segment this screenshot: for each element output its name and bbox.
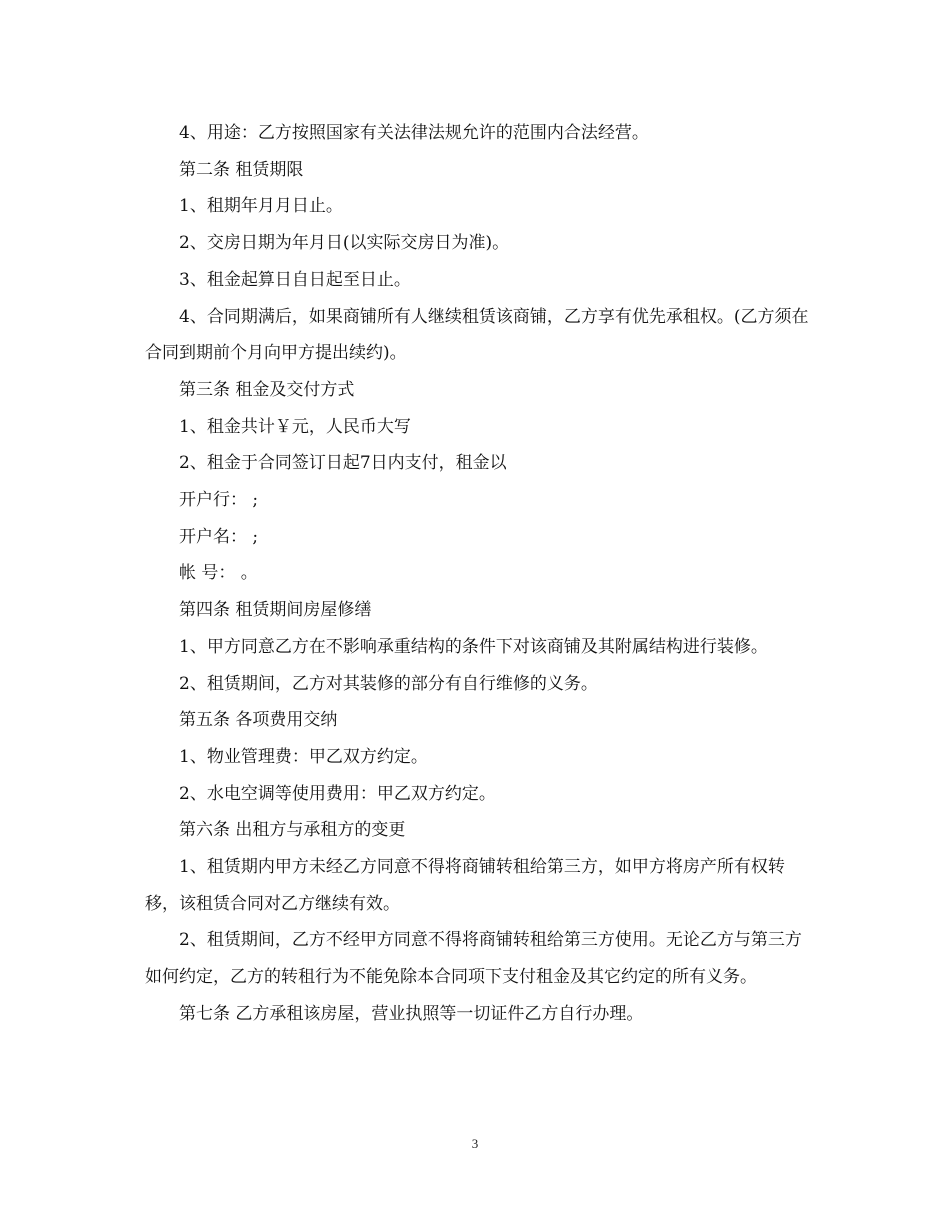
page-number: 3	[471, 1136, 479, 1151]
paragraph-rent-total: 1、租金共计￥元，人民币大写	[179, 416, 411, 437]
paragraph-bank-name: 开户行： ;	[179, 490, 259, 511]
paragraph-account-number: 帐 号： 。	[179, 563, 258, 584]
paragraph-renewal: 4、合同期满后，如果商铺所有人继续租赁该商铺，乙方享有优先承租权。(乙方须在合同到期前个月向甲方提出续约)。	[145, 306, 809, 364]
paragraph-maintenance: 2、租赁期间，乙方对其装修的部分有自行维修的义务。	[179, 673, 598, 694]
paragraph-lease-term: 1、租期年月月日止。	[179, 196, 343, 217]
article-2-heading: 第二条 租赁期限	[179, 159, 304, 180]
paragraph-utilities-fee: 2、水电空调等使用费用：甲乙双方约定。	[179, 783, 496, 804]
article-6-heading: 第六条 出租方与承租方的变更	[179, 820, 406, 841]
article-4-heading: 第四条 租赁期间房屋修缮	[179, 600, 372, 621]
paragraph-lessor-change: 1、租赁期内甲方未经乙方同意不得将商铺转租给第三方，如甲方将房产所有权转移，该租赁合同对乙方继续有效。	[145, 857, 785, 914]
paragraph-account-name: 开户名： ;	[179, 526, 259, 547]
paragraph-property-fee: 1、物业管理费：甲乙双方约定。	[179, 746, 428, 767]
paragraph-handover-date: 2、交房日期为年月日(以实际交房日为准)。	[179, 233, 510, 254]
paragraph-renovation: 1、甲方同意乙方在不影响承重结构的条件下对该商铺及其附属结构进行装修。	[179, 636, 768, 657]
paragraph-rent-payment: 2、租金于合同签订日起7日内支付，租金以	[179, 453, 507, 474]
document-body	[145, 115, 815, 1033]
paragraph-rent-start: 3、租金起算日自日起至日止。	[179, 269, 411, 290]
paragraph-sublease: 2、租赁期间，乙方不经甲方同意不得将商铺转租给第三方使用。无论乙方与第三方如何约定，乙方的转租行为不能免除本合同项下支付租金及其它约定的所有义务。	[145, 930, 802, 988]
article-5-heading: 第五条 各项费用交纳	[179, 710, 338, 731]
paragraph-usage: 4、用途：乙方按照国家有关法律法规允许的范围内合法经营。	[179, 123, 649, 143]
article-7-paragraph: 第七条 乙方承租该房屋，营业执照等一切证件乙方自行办理。	[179, 1003, 644, 1024]
article-3-heading: 第三条 租金及交付方式	[179, 379, 355, 400]
